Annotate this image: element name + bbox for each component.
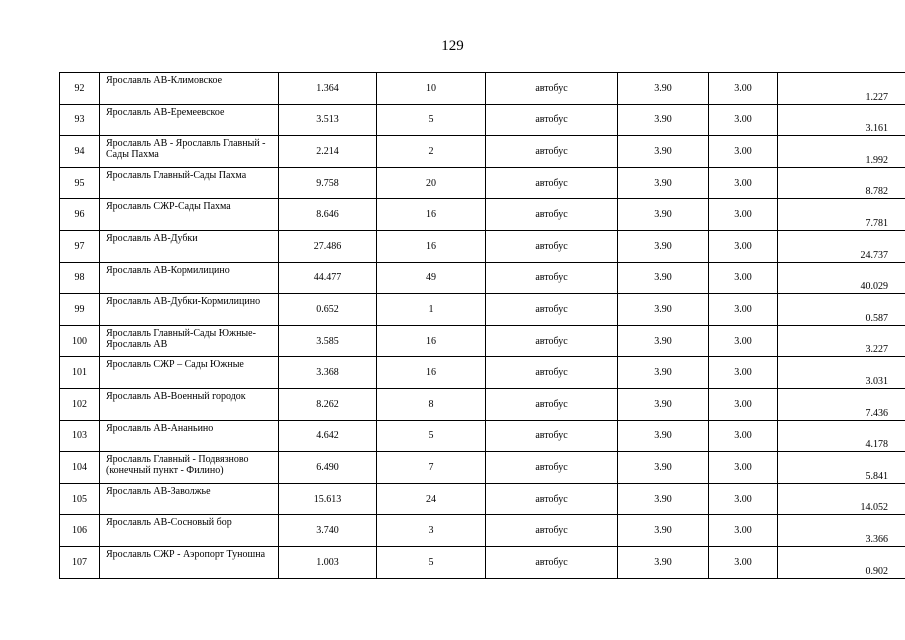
result-cell (778, 104, 905, 136)
route-name-text: Ярославль АВ-Дубки (106, 232, 198, 244)
page-number: 129 (441, 38, 464, 54)
tariff-text: 3.90 (654, 209, 672, 221)
tariff-cell (618, 483, 709, 515)
rate-cell (709, 136, 778, 168)
route-number-text: 104 (72, 461, 87, 473)
route-count-text: 8 (428, 398, 434, 410)
route-number-text: 105 (72, 493, 87, 505)
route-count-text: 3 (428, 525, 434, 537)
rate-text: 3.00 (734, 493, 752, 505)
result-cell (778, 199, 905, 231)
route-number-cell (60, 515, 100, 547)
rate-cell (709, 167, 778, 199)
result-text: 14.052 (860, 502, 888, 514)
transport-type-cell (486, 357, 618, 389)
route-length-text: 4.642 (316, 430, 339, 442)
route-name-cell (100, 483, 279, 515)
route-name-cell (100, 199, 279, 231)
table-row (60, 294, 905, 326)
route-length-cell (279, 483, 377, 515)
rate-cell (709, 452, 778, 484)
route-length-text: 3.513 (316, 114, 339, 126)
rate-text: 3.00 (734, 177, 752, 189)
route-count-cell (377, 483, 486, 515)
route-count-cell (377, 388, 486, 420)
tariff-cell (618, 104, 709, 136)
route-number-cell (60, 325, 100, 357)
tariff-cell (618, 452, 709, 484)
route-count-cell (377, 420, 486, 452)
transport-type-text: автобус (535, 209, 568, 221)
route-number-cell (60, 136, 100, 168)
transport-type-text: автобус (535, 177, 568, 189)
table-row (60, 199, 905, 231)
route-count-text: 16 (426, 367, 436, 379)
route-length-text: 1.003 (316, 556, 339, 568)
transport-type-cell (486, 262, 618, 294)
route-name-cell (100, 73, 279, 105)
route-number-text: 96 (74, 209, 85, 221)
tariff-text: 3.90 (654, 272, 672, 284)
route-number-cell (60, 420, 100, 452)
route-length-text: 27.486 (313, 240, 342, 252)
route-length-cell (279, 515, 377, 547)
result-text: 4.178 (865, 439, 888, 451)
route-number-cell (60, 104, 100, 136)
route-length-text: 44.477 (313, 272, 342, 284)
route-count-text: 10 (426, 82, 436, 94)
route-number-cell (60, 357, 100, 389)
transport-type-cell (486, 325, 618, 357)
route-number-cell (60, 262, 100, 294)
transport-type-text: автобус (535, 114, 568, 126)
result-text: 8.782 (865, 186, 888, 198)
result-cell (778, 483, 905, 515)
route-name-text: Ярославль АВ-Еремеевское (106, 106, 225, 118)
route-name-text: Ярославль СЖР - Аэропорт Туношна (106, 548, 266, 560)
table-row (60, 104, 905, 136)
route-count-cell (377, 515, 486, 547)
transport-type-text: автобус (535, 493, 568, 505)
rate-cell (709, 515, 778, 547)
tariff-text: 3.90 (654, 556, 672, 568)
rate-text: 3.00 (734, 209, 752, 221)
route-count-cell (377, 136, 486, 168)
route-name-text: Ярославль Главный - Подвязново (конечный пункт - Филино) (106, 454, 249, 477)
route-number-cell (60, 452, 100, 484)
tariff-text: 3.90 (654, 525, 672, 537)
route-count-cell (377, 262, 486, 294)
route-number-cell (60, 167, 100, 199)
tariff-cell (618, 294, 709, 326)
transport-type-text: автобус (535, 240, 568, 252)
route-length-cell (279, 199, 377, 231)
transport-type-text: автобус (535, 525, 568, 537)
table-row (60, 420, 905, 452)
table-row (60, 230, 905, 262)
routes-table (59, 72, 905, 579)
route-length-text: 15.613 (313, 493, 342, 505)
route-name-cell (100, 294, 279, 326)
route-length-text: 8.262 (316, 398, 339, 410)
rate-text: 3.00 (734, 272, 752, 284)
result-cell (778, 388, 905, 420)
tariff-text: 3.90 (654, 177, 672, 189)
tariff-cell (618, 262, 709, 294)
route-length-text: 2.214 (316, 145, 339, 157)
route-name-cell (100, 325, 279, 357)
transport-type-text: автобус (535, 145, 568, 157)
rate-cell (709, 73, 778, 105)
route-count-cell (377, 167, 486, 199)
tariff-cell (618, 199, 709, 231)
tariff-text: 3.90 (654, 114, 672, 126)
rate-cell (709, 230, 778, 262)
result-cell (778, 167, 905, 199)
rate-text: 3.00 (734, 240, 752, 252)
route-length-text: 9.758 (316, 177, 339, 189)
route-number-cell (60, 230, 100, 262)
route-count-text: 5 (428, 114, 434, 126)
result-text: 3.161 (865, 123, 888, 135)
route-name-text: Ярославль АВ-Военный городок (106, 390, 246, 402)
route-length-text: 3.585 (316, 335, 339, 347)
route-number-text: 99 (74, 303, 85, 315)
table-row (60, 452, 905, 484)
result-text: 7.436 (865, 407, 888, 419)
route-count-text: 16 (426, 240, 436, 252)
tariff-text: 3.90 (654, 430, 672, 442)
result-cell (778, 73, 905, 105)
route-name-text: Ярославль Главный-Сады Пахма (106, 169, 247, 181)
route-count-cell (377, 452, 486, 484)
route-length-cell (279, 420, 377, 452)
result-text: 3.227 (865, 344, 888, 356)
table-row (60, 167, 905, 199)
route-number-cell (60, 546, 100, 578)
route-length-cell (279, 73, 377, 105)
table-row (60, 388, 905, 420)
route-length-cell (279, 230, 377, 262)
tariff-cell (618, 357, 709, 389)
rate-text: 3.00 (734, 461, 752, 473)
route-name-text: Ярославль АВ-Дубки-Кормилицино (106, 296, 261, 308)
tariff-text: 3.90 (654, 145, 672, 157)
result-text: 1.992 (865, 154, 888, 166)
route-count-text: 5 (428, 430, 434, 442)
transport-type-cell (486, 104, 618, 136)
route-number-cell (60, 388, 100, 420)
route-name-cell (100, 136, 279, 168)
route-count-text: 16 (426, 209, 436, 221)
transport-type-cell (486, 73, 618, 105)
tariff-text: 3.90 (654, 367, 672, 379)
route-count-text: 1 (428, 303, 434, 315)
tariff-cell (618, 420, 709, 452)
transport-type-text: автобус (535, 556, 568, 568)
rate-cell (709, 104, 778, 136)
route-count-cell (377, 357, 486, 389)
route-length-cell (279, 167, 377, 199)
route-number-text: 102 (72, 398, 87, 410)
route-name-text: Ярославль АВ - Ярославль Главный - Сады Пахма (106, 138, 266, 161)
route-name-cell (100, 388, 279, 420)
route-length-cell (279, 262, 377, 294)
tariff-text: 3.90 (654, 240, 672, 252)
tariff-cell (618, 230, 709, 262)
route-number-text: 98 (74, 272, 85, 284)
route-number-text: 100 (72, 335, 87, 347)
route-name-text: Ярославль АВ-Сосновый бор (106, 517, 232, 529)
rate-text: 3.00 (734, 525, 752, 537)
transport-type-text: автобус (535, 303, 568, 315)
transport-type-cell (486, 452, 618, 484)
route-name-cell (100, 515, 279, 547)
route-length-cell (279, 546, 377, 578)
route-number-text: 92 (74, 82, 85, 94)
route-count-text: 49 (426, 272, 436, 284)
rate-cell (709, 325, 778, 357)
route-name-cell (100, 167, 279, 199)
route-length-text: 3.740 (316, 525, 339, 537)
result-cell (778, 136, 905, 168)
table-row (60, 483, 905, 515)
result-cell (778, 546, 905, 578)
rate-cell (709, 199, 778, 231)
route-name-cell (100, 546, 279, 578)
route-length-cell (279, 136, 377, 168)
tariff-text: 3.90 (654, 303, 672, 315)
tariff-cell (618, 515, 709, 547)
route-length-text: 8.646 (316, 209, 339, 221)
rate-cell (709, 420, 778, 452)
route-number-text: 97 (74, 240, 85, 252)
transport-type-text: автобус (535, 82, 568, 94)
rate-text: 3.00 (734, 114, 752, 126)
transport-type-text: автобус (535, 335, 568, 347)
rate-text: 3.00 (734, 303, 752, 315)
result-cell (778, 452, 905, 484)
route-name-text: Ярославль АВ-Ананьино (106, 422, 214, 434)
route-count-cell (377, 325, 486, 357)
transport-type-cell (486, 230, 618, 262)
result-text: 40.029 (860, 281, 888, 293)
route-number-text: 94 (74, 145, 85, 157)
route-number-text: 101 (72, 367, 87, 379)
route-count-text: 7 (428, 461, 434, 473)
transport-type-cell (486, 546, 618, 578)
result-text: 24.737 (860, 249, 888, 261)
rate-text: 3.00 (734, 367, 752, 379)
result-text: 3.031 (865, 375, 888, 387)
result-cell (778, 420, 905, 452)
table-row (60, 136, 905, 168)
route-length-cell (279, 388, 377, 420)
route-name-text: Ярославль АВ-Климовское (106, 75, 223, 86)
transport-type-cell (486, 420, 618, 452)
result-cell (778, 262, 905, 294)
route-name-cell (100, 420, 279, 452)
result-text: 5.841 (865, 470, 888, 482)
rate-text: 3.00 (734, 82, 752, 94)
result-text: 0.902 (865, 565, 888, 577)
rate-cell (709, 483, 778, 515)
route-name-cell (100, 357, 279, 389)
route-number-cell (60, 199, 100, 231)
table-row (60, 546, 905, 578)
rate-text: 3.00 (734, 556, 752, 568)
route-name-cell (100, 262, 279, 294)
table-row (60, 73, 905, 105)
table-row (60, 325, 905, 357)
tariff-text: 3.90 (654, 493, 672, 505)
route-length-text: 1.364 (316, 82, 339, 94)
route-count-text: 20 (426, 177, 436, 189)
tariff-text: 3.90 (654, 398, 672, 410)
rate-cell (709, 546, 778, 578)
route-length-text: 3.368 (316, 367, 339, 379)
tariff-cell (618, 388, 709, 420)
transport-type-cell (486, 167, 618, 199)
route-name-text: Ярославль АВ-Заволжье (106, 485, 211, 497)
route-number-cell (60, 73, 100, 105)
route-number-cell (60, 483, 100, 515)
route-number-text: 95 (74, 177, 85, 189)
route-name-cell (100, 230, 279, 262)
result-text: 1.227 (865, 91, 888, 103)
transport-type-cell (486, 294, 618, 326)
tariff-cell (618, 136, 709, 168)
route-number-cell (60, 294, 100, 326)
route-count-text: 16 (426, 335, 436, 347)
result-cell (778, 230, 905, 262)
rate-text: 3.00 (734, 145, 752, 157)
routes-table-body (60, 73, 905, 579)
transport-type-cell (486, 388, 618, 420)
route-length-cell (279, 104, 377, 136)
transport-type-cell (486, 515, 618, 547)
route-name-text: Ярославль Главный-Сады Южные-Ярославль АВ (106, 327, 256, 350)
route-number-text: 106 (72, 525, 87, 537)
route-count-cell (377, 73, 486, 105)
route-count-cell (377, 294, 486, 326)
transport-type-cell (486, 199, 618, 231)
route-length-cell (279, 357, 377, 389)
route-count-cell (377, 104, 486, 136)
transport-type-cell (486, 483, 618, 515)
tariff-cell (618, 546, 709, 578)
tariff-cell (618, 325, 709, 357)
route-length-text: 6.490 (316, 461, 339, 473)
rate-cell (709, 262, 778, 294)
table-row (60, 262, 905, 294)
route-name-cell (100, 104, 279, 136)
tariff-cell (618, 167, 709, 199)
route-length-text: 0.652 (316, 303, 339, 315)
tariff-text: 3.90 (654, 335, 672, 347)
route-count-text: 5 (428, 556, 434, 568)
result-text: 7.781 (865, 217, 888, 229)
route-length-cell (279, 452, 377, 484)
table-row (60, 357, 905, 389)
transport-type-text: автобус (535, 430, 568, 442)
rate-text: 3.00 (734, 398, 752, 410)
route-name-text: Ярославль СЖР – Сады Южные (106, 359, 244, 371)
transport-type-text: автобус (535, 272, 568, 284)
tariff-text: 3.90 (654, 82, 672, 94)
route-count-cell (377, 199, 486, 231)
result-cell (778, 515, 905, 547)
route-name-text: Ярославль АВ-Кормилицино (106, 264, 230, 276)
rate-text: 3.00 (734, 335, 752, 347)
result-cell (778, 325, 905, 357)
route-number-text: 107 (72, 556, 87, 568)
route-count-cell (377, 230, 486, 262)
transport-type-text: автобус (535, 461, 568, 473)
route-count-text: 24 (426, 493, 436, 505)
route-number-text: 103 (72, 430, 87, 442)
result-text: 3.366 (865, 533, 888, 545)
result-cell (778, 357, 905, 389)
transport-type-cell (486, 136, 618, 168)
route-name-cell (100, 452, 279, 484)
route-name-text: Ярославль СЖР-Сады Пахма (106, 201, 231, 213)
transport-type-text: автобус (535, 367, 568, 379)
rate-cell (709, 357, 778, 389)
route-count-text: 2 (428, 145, 434, 157)
rate-cell (709, 388, 778, 420)
route-count-cell (377, 546, 486, 578)
route-length-cell (279, 294, 377, 326)
route-number-text: 93 (74, 114, 85, 126)
tariff-text: 3.90 (654, 461, 672, 473)
result-cell (778, 294, 905, 326)
route-length-cell (279, 325, 377, 357)
transport-type-text: автобус (535, 398, 568, 410)
table-row (60, 515, 905, 547)
result-text: 0.587 (865, 312, 888, 324)
rate-cell (709, 294, 778, 326)
tariff-cell (618, 73, 709, 105)
rate-text: 3.00 (734, 430, 752, 442)
